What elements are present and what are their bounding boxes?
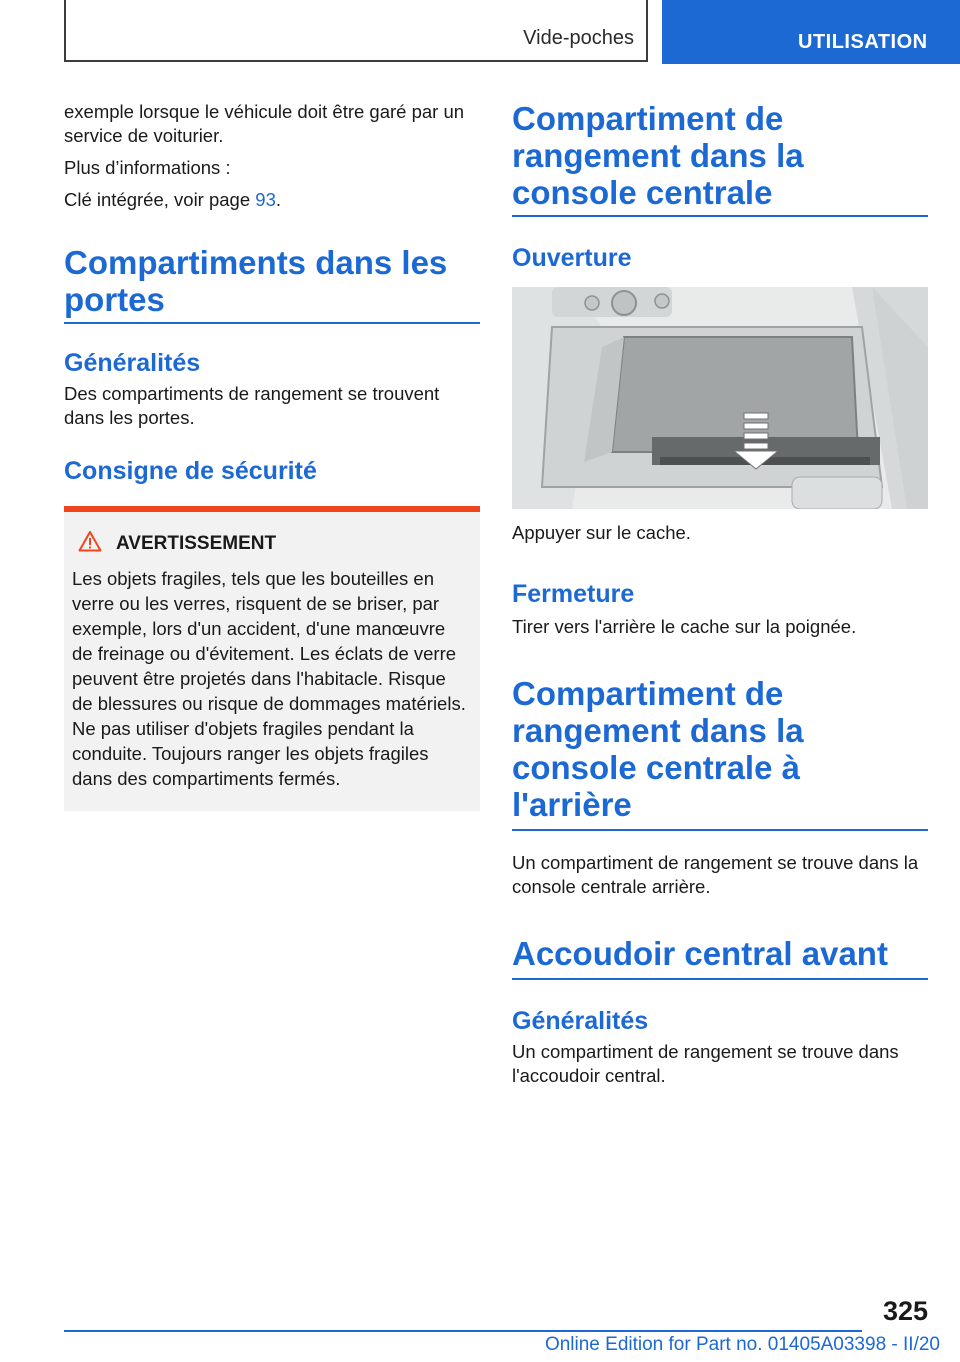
- cross-reference: [64, 188, 480, 212]
- subheading-safety: Consigne de sécurité: [64, 457, 317, 485]
- header-chapter-title: UTILISATION: [798, 31, 928, 53]
- more-info-label: Plus d’informations :: [64, 157, 231, 178]
- opening-instruction: Appuyer sur le cache.: [512, 522, 691, 543]
- subheading-closing: Fermeture: [512, 580, 635, 608]
- left-column: [64, 100, 480, 811]
- warning-box: [64, 506, 480, 811]
- edition-footer: Online Edition for Part no. 01405A03398 - II/20: [544, 1334, 940, 1355]
- cross-reference-text: Clé intégrée, voir page: [64, 189, 256, 210]
- header-section-tab: [64, 0, 648, 62]
- header-section-title: Vide-poches: [523, 27, 634, 49]
- warning-header: [78, 530, 470, 558]
- page-number: 325: [882, 1296, 928, 1326]
- page-link[interactable]: 93: [255, 189, 276, 210]
- closing-instruction: Tirer vers l'arrière le cache sur la poignée.: [512, 616, 857, 637]
- heading-front-armrest: Accoudoir central avant: [512, 935, 928, 980]
- rear-console-paragraph: Un compartiment de rangement se trouve dans la console centrale arrière.: [512, 852, 919, 897]
- armrest-paragraph: Un compartiment de rangement se trouve dans l'accoudoir central.: [512, 1041, 899, 1086]
- warning-title: AVERTISSEMENT: [116, 533, 277, 554]
- warning-text: Les objets fragiles, tels que les bouteilles en verre ou les verres, risquent de se briser, par exemple, lors d'un accident, d'une manœuvre de freinage ou d'évitement. Les éclats de verre peuvent être projetés dans l'habitacle. Risque de blessures ou risque de dommages matériels. Ne pas utiliser d'objets fragiles pendant la conduite. Toujours ranger les objets fragiles dans des compartiments fermés.: [72, 568, 466, 789]
- heading-door-compartments: Compartiments dans les portes: [64, 244, 480, 324]
- intro-paragraph: exemple lorsque le véhicule doit être garé par un service de voiturier.: [64, 101, 465, 146]
- right-column: [512, 100, 928, 1088]
- subheading-opening: Ouverture: [512, 244, 632, 272]
- subheading-armrest-general: Généralités: [512, 1007, 649, 1035]
- heading-rear-console-storage: Compartiment de rangement dans la console centrale à l'arrière: [512, 675, 928, 831]
- cross-reference-end: .: [275, 189, 281, 210]
- warning-triangle-icon: [78, 530, 116, 558]
- heading-center-console-storage: Compartiment de rangement dans la console centrale: [512, 100, 928, 217]
- subheading-general: Généralités: [64, 349, 201, 377]
- header-chapter-tab: [662, 0, 960, 64]
- center-console-photo: [512, 287, 928, 509]
- general-paragraph: Des compartiments de rangement se trouvent dans les portes.: [64, 383, 440, 428]
